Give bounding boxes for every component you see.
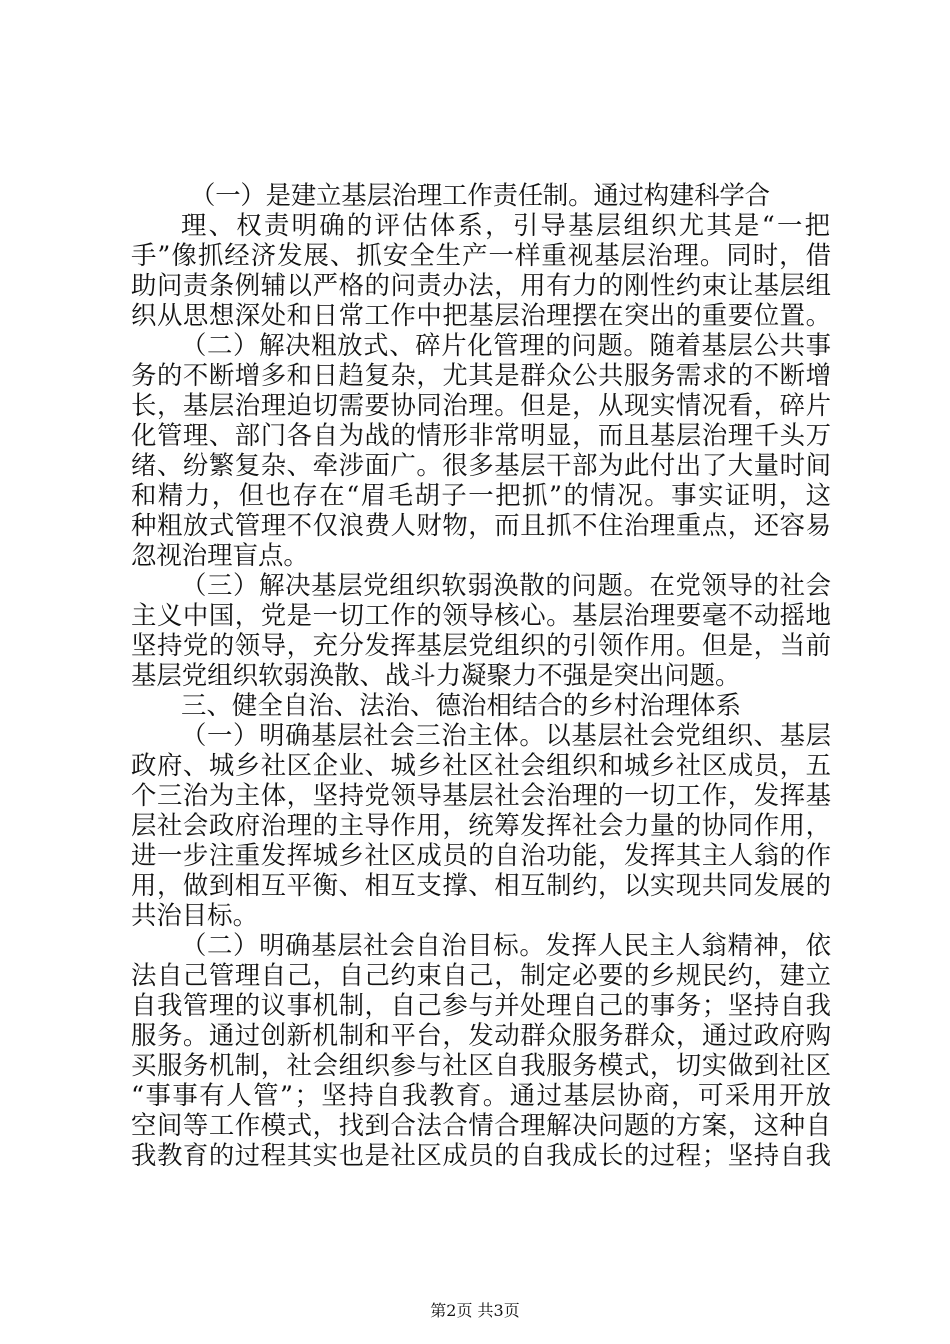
text-line: 理、权责明确的评估体系，引导基层组织尤其是“一把 [181,210,833,240]
text-line: 基层党组织软弱涣散、战斗力凝聚力不强是突出问题。 [131,660,741,690]
text-line: 助问责条例辅以严格的问责办法，用有力的刚性约束让基层组 [131,270,832,300]
text-line: 自我管理的议事机制，自己参与并处理自己的事务；坚持自我 [131,990,832,1020]
text-line: 法自己管理自己，自己约束自己，制定必要的乡规民约，建立 [131,960,832,990]
text-line: 种粗放式管理不仅浪费人财物，而且抓不住治理重点，还容易 [131,510,832,540]
text-line: 长，基层治理迫切需要协同治理。但是，从现实情况看，碎片 [131,390,832,420]
text-line: 共治目标。 [131,900,258,930]
text-line: 我教育的过程其实也是社区成员的自我成长的过程；坚持自我 [131,1140,832,1170]
text-line: 绪、纷繁复杂、牵涉面广。很多基层干部为此付出了大量时间 [131,450,832,480]
text-line: 主义中国，党是一切工作的领导核心。基层治理要毫不动摇地 [131,600,832,630]
page-number-footer: 第2页 共3页 [430,1301,520,1320]
text-line: 政府、城乡社区企业、城乡社区社会组织和城乡社区成员，五 [131,750,832,780]
text-line: 织从思想深处和日常工作中把基层治理摆在突出的重要位置。 [131,300,832,330]
text-line: 务的不断增多和日趋复杂，尤其是群众公共服务需求的不断增 [131,360,832,390]
text-line: 空间等工作模式，找到合法合情合理解决问题的方案，这种自 [131,1110,832,1140]
text-line: 个三治为主体，坚持党领导基层社会治理的一切工作，发挥基 [131,780,832,810]
text-line: 手”像抓经济发展、抓安全生产一样重视基层治理。同时，借 [131,240,833,270]
text-line: 层社会政府治理的主导作用，统筹发挥社会力量的协同作用， [131,810,832,840]
text-line: （一）明确基层社会三治主体。以基层社会党组织、基层 [181,720,832,750]
text-line: “事事有人管”；坚持自我教育。通过基层协商，可采用开放 [131,1080,833,1110]
text-line: 忽视治理盲点。 [131,540,309,570]
text-line: （一）是建立基层治理工作责任制。通过构建科学合 [190,180,770,210]
text-line: （二）解决粗放式、碎片化管理的问题。随着基层公共事 [181,330,832,360]
text-line: （三）解决基层党组织软弱涣散的问题。在党领导的社会 [181,570,832,600]
text-line: 买服务机制，社会组织参与社区自我服务模式，切实做到社区 [131,1050,832,1080]
text-line: 用，做到相互平衡、相互支撑、相互制约，以实现共同发展的 [131,870,832,900]
text-line: 化管理、部门各自为战的情形非常明显，而且基层治理千头万 [131,420,832,450]
text-line: （二）明确基层社会自治目标。发挥人民主人翁精神，依 [181,930,832,960]
text-line: 坚持党的领导，充分发挥基层党组织的引领作用。但是，当前 [131,630,832,660]
section-heading: 三、健全自治、法治、德治相结合的乡村治理体系 [181,690,742,720]
text-line: 进一步注重发挥城乡社区成员的自治功能，发挥其主人翁的作 [131,840,832,870]
text-line: 和精力，但也存在“眉毛胡子一把抓”的情况。事实证明，这 [131,480,833,510]
text-line: 服务。通过创新机制和平台，发动群众服务群众，通过政府购 [131,1020,832,1050]
